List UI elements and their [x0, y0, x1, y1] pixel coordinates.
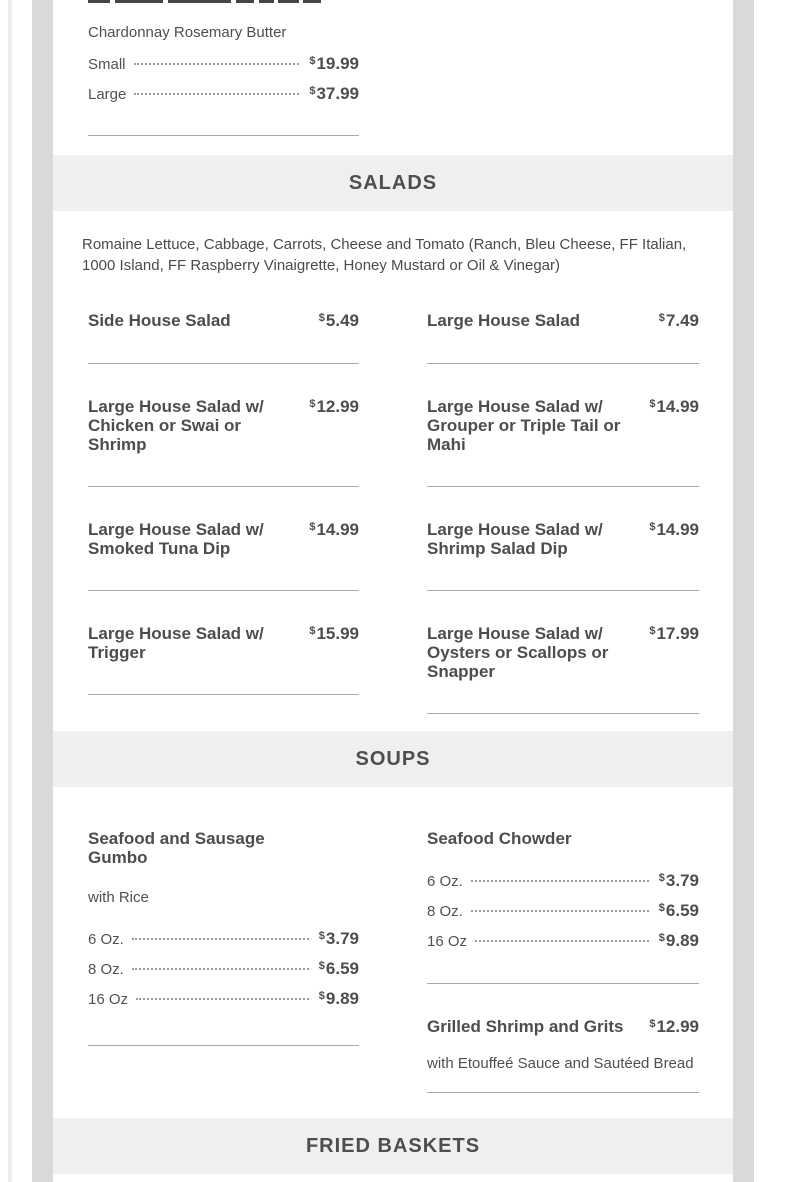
dotted-leader: [134, 63, 300, 65]
size-price-list: [88, 929, 359, 1019]
price: [659, 871, 699, 891]
item-description: with Rice: [88, 889, 149, 906]
item-divider: [427, 363, 699, 364]
section-header-soups: [53, 731, 733, 787]
currency-symbol: $: [309, 521, 316, 533]
menu-item: [88, 397, 359, 487]
size-row: [88, 54, 359, 84]
item-price: [309, 520, 359, 540]
currency-symbol: $: [318, 930, 325, 942]
currency-symbol: $: [658, 872, 665, 884]
currency-symbol: $: [649, 398, 656, 410]
size-row: [427, 871, 699, 901]
size-label: Small: [88, 56, 126, 73]
size-price-list: [88, 54, 359, 114]
size-row: [427, 901, 699, 931]
item-divider: [88, 1045, 359, 1046]
item-price: [659, 311, 699, 331]
menu-item: [88, 624, 359, 695]
size-label: 16 Oz: [427, 933, 468, 950]
price: [309, 84, 359, 104]
price-amount: 37.99: [316, 84, 359, 103]
price: [659, 901, 699, 921]
item-price: [649, 1017, 699, 1037]
currency-symbol: $: [309, 55, 316, 67]
price: [319, 989, 359, 1009]
scrollbar-track[interactable]: [8, 0, 12, 1182]
salads-description: Romaine Lettuce, Cabbage, Carrots, Cheese and Tomato (Ranch, Bleu Cheese, FF Italian, 1000 Island, FF Raspberry Vinaigrette, Honey Mustard or Oil & Vinegar): [82, 236, 687, 274]
item-divider: [427, 713, 699, 714]
currency-symbol: $: [318, 312, 325, 324]
menu-item: [88, 311, 359, 364]
menu-page: [53, 0, 733, 1182]
price-amount: 3.79: [665, 871, 699, 890]
size-row: [427, 931, 699, 961]
price: [319, 959, 359, 979]
currency-symbol: $: [658, 932, 665, 944]
size-row: [88, 84, 359, 114]
item-price: [649, 520, 699, 540]
section-heading: SOUPS: [355, 747, 431, 770]
size-label: 8 Oz.: [427, 903, 463, 920]
size-row: [88, 929, 359, 959]
dotted-leader: [136, 998, 309, 1000]
size-row: [88, 959, 359, 989]
item-description: with Etouffeé Sauce and Sautéed Bread: [427, 1055, 694, 1072]
price-amount: 19.99: [316, 54, 359, 73]
menu-item: [427, 829, 699, 984]
menu-item: [427, 1017, 699, 1093]
menu-item: [427, 397, 699, 487]
item-price: [309, 397, 359, 417]
dotted-leader: [132, 938, 309, 940]
price-amount: 14.99: [316, 520, 359, 539]
item-name: Large House Salad w/ Grouper or Triple Tail or Mahi: [427, 397, 621, 454]
price: [659, 931, 699, 951]
price-amount: 9.89: [325, 989, 359, 1008]
menu-item: [88, 520, 359, 591]
currency-symbol: $: [649, 521, 656, 533]
item-name: Large House Salad w/ Smoked Tuna Dip: [88, 520, 264, 558]
price-amount: 7.49: [665, 311, 699, 330]
currency-symbol: $: [309, 625, 316, 637]
currency-symbol: $: [658, 312, 665, 324]
menu-item: [427, 311, 699, 364]
soups-left-column: [53, 829, 393, 1046]
size-price-list: [427, 871, 699, 961]
item-divider: [88, 694, 359, 695]
item-price: [649, 397, 699, 417]
item-name: Large House Salad w/ Oysters or Scallops or Snapper: [427, 624, 609, 681]
item-divider: [427, 1092, 699, 1093]
price: [319, 929, 359, 949]
item-name: Grilled Shrimp and Grits: [427, 1017, 624, 1036]
dotted-leader: [475, 940, 649, 942]
price-amount: 17.99: [656, 624, 699, 643]
price-amount: 12.99: [656, 1017, 699, 1036]
price-amount: 6.59: [665, 901, 699, 920]
menu-item: [427, 624, 699, 714]
item-price: [309, 624, 359, 644]
section-heading: SALADS: [348, 171, 438, 194]
price-amount: 14.99: [656, 520, 699, 539]
price-amount: 14.99: [656, 397, 699, 416]
item-divider: [427, 983, 699, 984]
currency-symbol: $: [649, 1018, 656, 1030]
size-label: 8 Oz.: [88, 961, 124, 978]
item-name: Seafood and Sausage Gumbo: [88, 829, 265, 867]
currency-symbol: $: [318, 990, 325, 1002]
item-divider: [88, 135, 359, 136]
item-price: [649, 624, 699, 644]
dotted-leader: [471, 910, 649, 912]
soups-grid: [53, 829, 733, 1093]
item-name: Side House Salad: [88, 311, 231, 330]
item-name: Seafood Chowder: [427, 829, 572, 848]
price-amount: 12.99: [316, 397, 359, 416]
size-label: 6 Oz.: [88, 931, 124, 948]
section-header-fried-baskets: [53, 1118, 733, 1174]
item-description: Chardonnay Rosemary Butter: [88, 24, 287, 41]
size-label: Large: [88, 86, 127, 103]
currency-symbol: $: [658, 902, 665, 914]
price-amount: 6.59: [325, 959, 359, 978]
size-label: 6 Oz.: [427, 873, 463, 890]
item-divider: [427, 486, 699, 487]
section-header-salads: [53, 155, 733, 211]
menu-item: [88, 829, 359, 1046]
item-name: Large House Salad w/ Chicken or Swai or Shrimp: [88, 397, 264, 454]
item-price: [319, 311, 359, 331]
salads-left-column: [53, 311, 393, 695]
price-amount: 9.89: [665, 931, 699, 950]
top-item-column: [53, 54, 393, 136]
menu-item: [427, 520, 699, 591]
salads-grid: [53, 311, 733, 714]
item-divider: [427, 590, 699, 591]
item-name: Large House Salad w/ Shrimp Salad Dip: [427, 520, 603, 558]
currency-symbol: $: [318, 960, 325, 972]
size-row: [88, 989, 359, 1019]
currency-symbol: $: [649, 625, 656, 637]
item-divider: [88, 363, 359, 364]
price-amount: 3.79: [325, 929, 359, 948]
size-label: 16 Oz: [88, 991, 129, 1008]
item-divider: [88, 486, 359, 487]
soups-right-column: [393, 829, 733, 1093]
item-name: Large House Salad w/ Trigger: [88, 624, 264, 662]
item-name: Large House Salad: [427, 311, 581, 330]
dotted-leader: [134, 93, 299, 95]
item-divider: [88, 590, 359, 591]
dotted-leader: [132, 968, 309, 970]
price-amount: 15.99: [316, 624, 359, 643]
currency-symbol: $: [309, 398, 316, 410]
currency-symbol: $: [309, 85, 316, 97]
price-amount: 5.49: [325, 311, 359, 330]
price: [309, 54, 359, 74]
section-heading: FRIED BASKETS: [305, 1134, 481, 1157]
cut-off-item-title: [88, 0, 321, 3]
dotted-leader: [471, 880, 649, 882]
salads-right-column: [393, 311, 733, 714]
